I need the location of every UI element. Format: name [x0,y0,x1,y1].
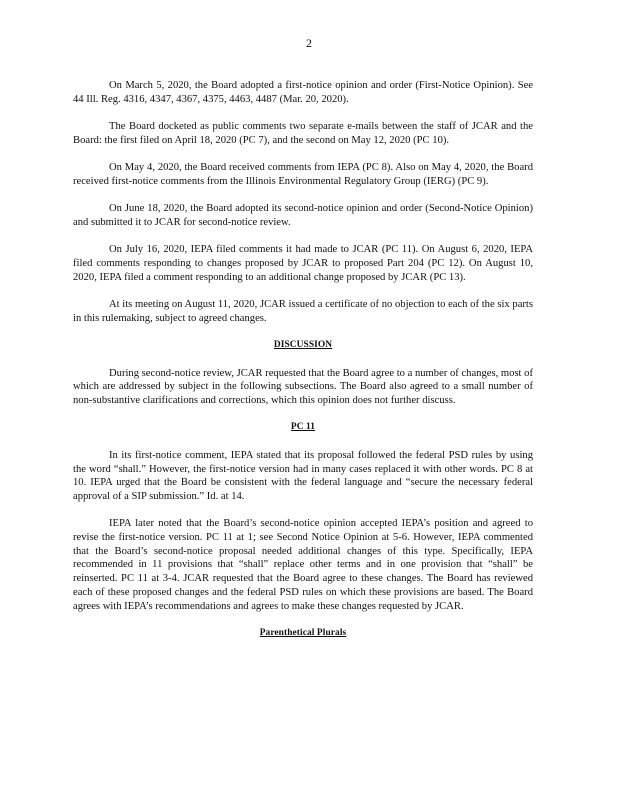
paragraph-public-comments: The Board docketed as public comments two separate e-mails between the staff of JCAR and the Board: the first filed on April 18, 2020 (PC 7), and the second on May 12, 2020 (PC 10). [73,121,533,146]
paragraph-pc11-shall: In its first-notice comment, IEPA stated that its proposal followed the federal PSD rules by using the word “shall.” However, the first-notice version had in many cases replaced it with other words. PC 8 at 10. IEPA urged that the Board be consistent with the federal language and “secure the necessary federal approval of a SIP submission.” Id. at 14. [73,449,533,502]
paragraph-jcar-certificate: At its meeting on August 11, 2020, JCAR issued a certificate of no objection to each of the six parts in this rulemaking, subject to agreed changes. [73,299,533,324]
paragraph-first-notice: On March 5, 2020, the Board adopted a first-notice opinion and order (First-Notice Opinion). See 44 Ill. Reg. 4316, 4347, 4367, 4375, 4463, 4487 (Mar. 20, 2020). [73,80,533,105]
page-number: 2 [306,36,312,50]
paragraph-second-notice: On June 18, 2020, the Board adopted its second-notice opinion and order (Second-Notice Opinion) and submitted it to JCAR for second-notice review. [73,203,533,228]
heading-pc11: PC 11 [290,422,316,433]
heading-parenthetical-plurals: Parenthetical Plurals [259,627,347,638]
paragraph-iepa-comments: On May 4, 2020, the Board received comments from IEPA (PC 8). Also on May 4, 2020, the Board received first-notice comments from the Illinois Environmental Regulatory Group (IERG) (PC 9). [73,162,533,187]
paragraph-pc11-revision: IEPA later noted that the Board’s second-notice opinion accepted IEPA’s position and agreed to revise the first-notice version. PC 11 at 1; see Second Notice Opinion at 5-6. However, IEPA commented that the Board’s second-notice proposal needed additional changes of this type. Specifically, IEPA recommended in 11 provisions that “shall” replace other terms and in one provision that “shall” be reinserted. PC 11 at 3-4. JCAR requested that the Board agree to these changes. The Board has reviewed each of these proposed changes and the federal PSD rules on which these provisions are based. The Board agrees with IEPA’s recommendations and agrees to make these changes requested by JCAR. [73,518,533,612]
paragraph-july-comments: On July 16, 2020, IEPA filed comments it had made to JCAR (PC 11). On August 6, 2020, IEPA filed comments responding to changes proposed by JCAR to proposed Part 204 (PC 12). On August 10, 2020, IEPA filed a comment responding to an additional change proposed by JCAR (PC 13). [73,244,533,283]
paragraph-discussion: During second-notice review, JCAR requested that the Board agree to a number of changes, most of which are addressed by subject in the following subsections. The Board also agreed to a small number of non-substantive clarifications and corrections, which this opinion does not further discuss. [73,367,533,407]
document-body [73,79,533,654]
heading-discussion: DISCUSSION [273,340,333,351]
